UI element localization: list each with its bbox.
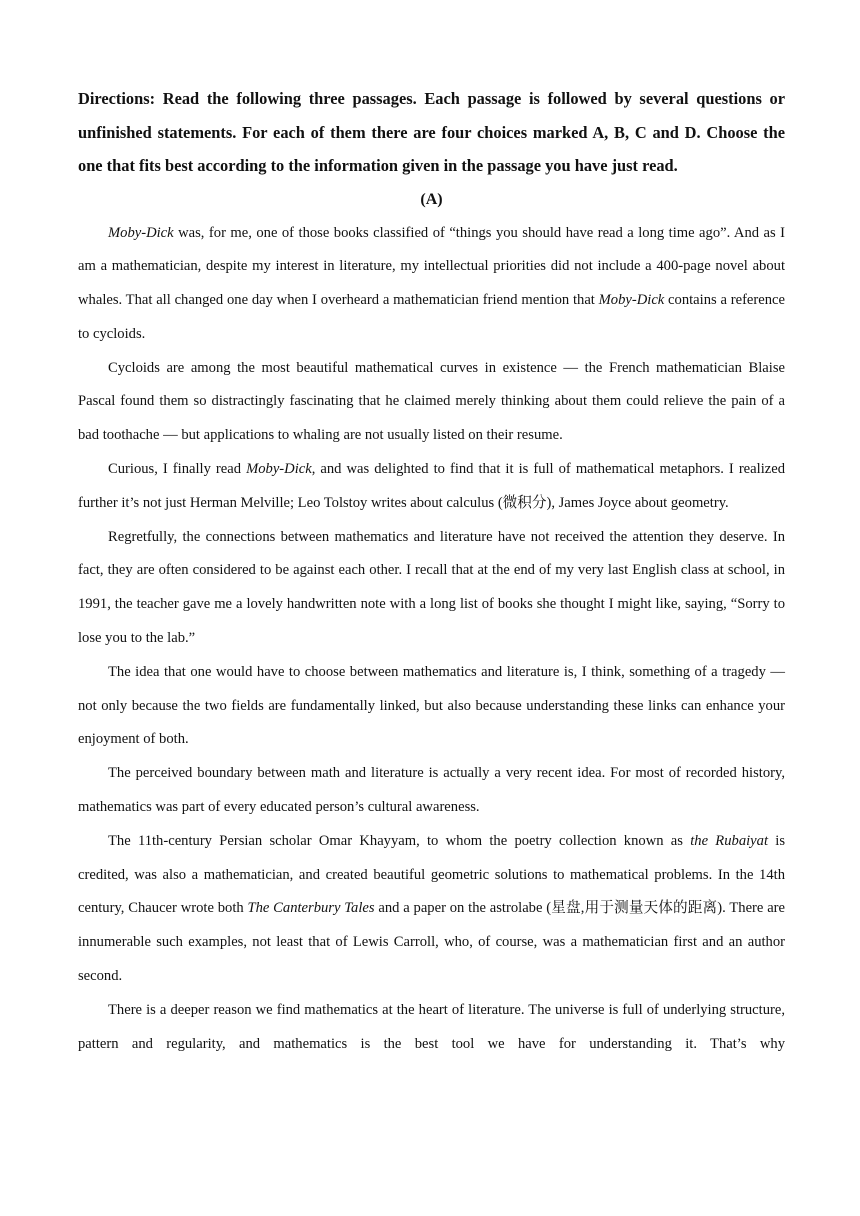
- document-page: [78, 82, 785, 1061]
- book-title: The Canterbury Tales: [247, 900, 375, 917]
- passage-label: (A): [420, 190, 443, 208]
- paragraph-8: There is a deeper reason we find mathematics at the heart of literature. The universe is full of underlying structure, pattern and regularity, and mathematics is the best tool we have for understanding it. That’s why: [78, 1001, 785, 1052]
- paragraph-4: Regretfully, the connections between mathematics and literature have not received the attention they deserve. In fact, they are often considered to be against each other. I recall that at the end of my very last English class at school, in 1991, the teacher gave me a lovely handwritten note with a long list of books she thought I might like, saying, “Sorry to lose you to the lab.”: [78, 528, 785, 647]
- paragraph-1: Moby-Dick was, for me, one of those books classified of “things you should have read a long time ago”. And as I am a mathematician, despite my interest in literature, my intellectual priorities did not include a 400-page novel about whales. That all changed one day when I overheard a mathematician friend mention that Moby-Dick contains a reference to cycloids.: [78, 224, 785, 342]
- book-title: Moby-Dick: [598, 292, 665, 309]
- book-title: Moby-Dick: [246, 461, 312, 478]
- book-title: Moby-Dick: [108, 224, 174, 241]
- paragraph-6: The perceived boundary between math and literature is actually a very recent idea. For most of recorded history, mathematics was part of every educated person’s cultural awareness.: [78, 765, 785, 816]
- paragraph-3: Curious, I finally read Moby-Dick, and was delighted to find that it is full of mathematical metaphors. I realized further it’s not just Herman Melville; Leo Tolstoy writes about calculus (微积分), James Joyce about geometry.: [78, 461, 786, 511]
- paragraph-7: The 11th-century Persian scholar Omar Khayyam, to whom the poetry collection known as the Rubaiyat is credited, was also a mathematician, and created beautiful geometric solutions to mathematical problems. In the 14th century, Chaucer wrote both The Canterbury Tales and a paper on the astrolabe (星盘,用于测量天体的距离). There are innumerable such examples, not least that of Lewis Carroll, who, of course, was a mathematician first and an author second.: [78, 832, 786, 985]
- book-title: the Rubaiyat: [690, 832, 768, 849]
- directions-text: Directions: Read the following three passages. Each passage is followed by several questions or unfinished statements. For each of them there are four choices marked A, B, C and D. Choose the one that fits best according to the information given in the passage you have just read.: [78, 89, 785, 175]
- paragraph-5: The idea that one would have to choose between mathematics and literature is, I think, something of a tragedy — not only because the two fields are fundamentally linked, but also because understanding these links can enhance your enjoyment of both.: [78, 663, 785, 748]
- paragraph-2: Cycloids are among the most beautiful mathematical curves in existence — the French mathematician Blaise Pascal found them so distractingly fascinating that he claimed merely thinking about them could relieve the pain of a bad toothache — but applications to whaling are not usually listed on their resume.: [78, 359, 785, 444]
